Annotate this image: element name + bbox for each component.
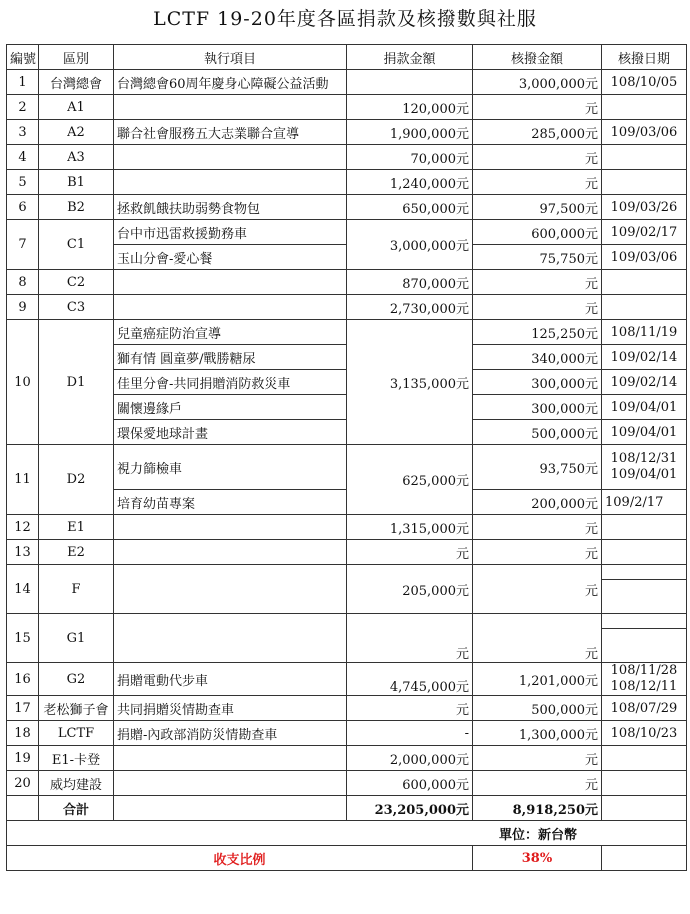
row-grant: 元 [473,515,602,540]
table-row [7,170,687,195]
header-district: 區別 [39,45,114,70]
row-project: 台中市迅雷救援勤務車 [114,220,347,245]
row-district: B2 [39,195,114,220]
row-no: 14 [7,565,39,614]
row-no: 18 [7,721,39,746]
row-grant: 元 [473,565,602,614]
row-date: 108/10/05 [602,70,687,95]
row-district: 台灣總會 [39,70,114,95]
row-donation: 650,000元 [347,195,473,220]
row-donation: 625,000元 [347,445,473,515]
row-district: C3 [39,295,114,320]
row-district: A3 [39,145,114,170]
row-project: 台灣總會60周年慶身心障礙公益活動 [114,70,347,95]
row-grant: 125,250元 [473,320,602,345]
row-project: 共同捐贈災情勘查車 [114,696,347,721]
row-grant: 285,000元 [473,120,602,145]
row-project: 視力篩檢車 [114,445,347,490]
row-donation: 2,730,000元 [347,295,473,320]
row-date: 109/03/26 [602,195,687,220]
unit-label: 單位：新台幣 [7,821,687,846]
table-row [7,771,687,796]
row-date [602,145,687,170]
row-grant: 200,000元 [473,490,602,515]
row-date-b: 108/12/11 [610,679,678,694]
row-date [602,270,687,295]
row-donation: 70,000元 [347,145,473,170]
total-label: 合計 [39,796,114,821]
row-project [114,746,347,771]
row-donation: 205,000元 [347,565,473,614]
row-district: 老松獅子會 [39,696,114,721]
row-date [602,95,687,120]
row-date: 109/2/17 [602,490,687,515]
row-grant: 元 [473,540,602,565]
row-no: 20 [7,771,39,796]
total-project-cell [114,796,347,821]
row-grant: 300,000元 [473,370,602,395]
row-date [602,515,687,540]
row-grant: 1,201,000元 [473,663,602,696]
row-date [602,445,687,490]
total-row [7,796,687,821]
row-no: 11 [7,445,39,515]
row-project: 聯合社會服務五大志業聯合宣導 [114,120,347,145]
row-district: A1 [39,95,114,120]
row-no: 9 [7,295,39,320]
row-donation: 元 [347,696,473,721]
total-date-cell [602,796,687,821]
row-grant: 3,000,000元 [473,70,602,95]
row-date: 109/04/01 [602,395,687,420]
row-date [602,746,687,771]
row-donation: 2,000,000元 [347,746,473,771]
row-no: 12 [7,515,39,540]
table-row [7,614,687,663]
row-district: E1-卡登 [39,746,114,771]
row-donation: 3,135,000元 [347,320,473,445]
table-row [7,195,687,220]
table-row [7,746,687,771]
ratio-label: 收支比例 [7,846,473,871]
row-project: 佳里分會-共同捐贈消防救災車 [114,370,347,395]
row-grant: 元 [473,95,602,120]
row-no: 3 [7,120,39,145]
table-row [7,145,687,170]
row-project: 環保愛地球計畫 [114,420,347,445]
row-district: 威均建設 [39,771,114,796]
row-no: 17 [7,696,39,721]
table-row [7,540,687,565]
row-date [602,170,687,195]
row-project [114,295,347,320]
table-row [7,70,687,95]
row-district: E1 [39,515,114,540]
table-row [7,565,687,614]
row-grant: 97,500元 [473,195,602,220]
row-donation: 3,000,000元 [347,220,473,270]
row-project: 關懷邊緣戶 [114,395,347,420]
row-district: A2 [39,120,114,145]
ratio-row [7,846,687,871]
row-grant: 340,000元 [473,345,602,370]
row-date-a: 108/12/31 [610,451,678,466]
row-no: 4 [7,145,39,170]
unit-row [7,821,687,846]
table-row [7,515,687,540]
row-donation: 1,240,000元 [347,170,473,195]
row-date: 109/04/01 [602,420,687,445]
row-grant: 元 [473,746,602,771]
row-date-b: 109/04/01 [610,467,678,482]
header-row [7,45,687,70]
row-no: 15 [7,614,39,663]
row-project: 捐贈-內政部消防災情勘查車 [114,721,347,746]
row-project [114,540,347,565]
row-date: 109/03/06 [602,245,687,270]
row-project [114,565,347,614]
row-project [114,145,347,170]
row-donation: 600,000元 [347,771,473,796]
row-donation [347,70,473,95]
row-project [114,614,347,663]
row-grant: 元 [473,170,602,195]
row-grant: 500,000元 [473,696,602,721]
table-row [7,120,687,145]
row-date: 108/11/19 [602,320,687,345]
row-project [114,515,347,540]
row-no: 7 [7,220,39,270]
row-district: F [39,565,114,614]
table-row [7,270,687,295]
row-grant: 500,000元 [473,420,602,445]
table-row [7,220,687,245]
row-project: 培育幼苗專案 [114,490,347,515]
row-date [602,771,687,796]
row-district: E2 [39,540,114,565]
donation-table [6,44,687,871]
row-grant: 元 [473,270,602,295]
row-project: 拯救飢餓扶助弱勢食物包 [114,195,347,220]
row-date: 109/02/14 [602,370,687,395]
row-date-a: 108/11/28 [610,663,678,678]
row-grant: 93,750元 [473,445,602,490]
row-district: G1 [39,614,114,663]
row-no: 5 [7,170,39,195]
ratio-value: 38% [473,846,602,871]
row-date [602,540,687,565]
row-project [114,270,347,295]
page-title: LCTF 19-20年度各區捐款及核撥數與社服 [153,8,537,30]
table-row [7,696,687,721]
row-donation: 1,900,000元 [347,120,473,145]
table-row [7,320,687,345]
row-no: 1 [7,70,39,95]
row-no: 19 [7,746,39,771]
row-grant: 元 [473,145,602,170]
row-grant: 75,750元 [473,245,602,270]
row-project: 玉山分會-愛心餐 [114,245,347,270]
row-district: C1 [39,220,114,270]
row-grant: 600,000元 [473,220,602,245]
row-district: B1 [39,170,114,195]
row-project: 獅有情 圓童夢/戰勝糖尿 [114,345,347,370]
header-donation: 捐款金額 [347,45,473,70]
row-project [114,170,347,195]
row-date: 108/10/23 [602,721,687,746]
total-no-cell [7,796,39,821]
row-no: 8 [7,270,39,295]
row-date: 109/02/17 [602,220,687,245]
row-grant: 1,300,000元 [473,721,602,746]
total-grant: 8,918,250元 [473,796,602,821]
total-donation: 23,205,000元 [347,796,473,821]
row-no: 16 [7,663,39,696]
date-split-lines [602,614,686,662]
row-district: G2 [39,663,114,696]
table-row [7,663,687,696]
row-district: C2 [39,270,114,295]
table-row [7,295,687,320]
row-donation: 120,000元 [347,95,473,120]
row-date [602,614,687,663]
row-date [602,565,687,614]
row-district: D2 [39,445,114,515]
header-date: 核撥日期 [602,45,687,70]
table-row [7,95,687,120]
row-date [602,663,687,696]
row-donation: 元 [347,540,473,565]
table-row [7,445,687,490]
table-row [7,721,687,746]
row-project [114,95,347,120]
row-date: 108/07/29 [602,696,687,721]
row-date: 109/02/14 [602,345,687,370]
ratio-empty-cell [602,846,687,871]
row-donation: 4,745,000元 [347,663,473,696]
row-project: 捐贈電動代步車 [114,663,347,696]
row-project: 兒童癌症防治宣導 [114,320,347,345]
row-grant: 元 [473,614,602,663]
row-donation: 元 [347,614,473,663]
row-donation: 1,315,000元 [347,515,473,540]
row-donation: - [347,721,473,746]
row-date [602,295,687,320]
date-split-lines [602,565,686,613]
header-grant: 核撥金額 [473,45,602,70]
row-grant: 元 [473,295,602,320]
row-district: D1 [39,320,114,445]
header-no: 編號 [7,45,39,70]
row-no: 10 [7,320,39,445]
row-grant: 元 [473,771,602,796]
row-project [114,771,347,796]
row-district: LCTF [39,721,114,746]
row-donation: 870,000元 [347,270,473,295]
row-grant: 300,000元 [473,395,602,420]
row-no: 2 [7,95,39,120]
header-project: 執行項目 [114,45,347,70]
row-no: 6 [7,195,39,220]
row-date: 109/03/06 [602,120,687,145]
row-no: 13 [7,540,39,565]
